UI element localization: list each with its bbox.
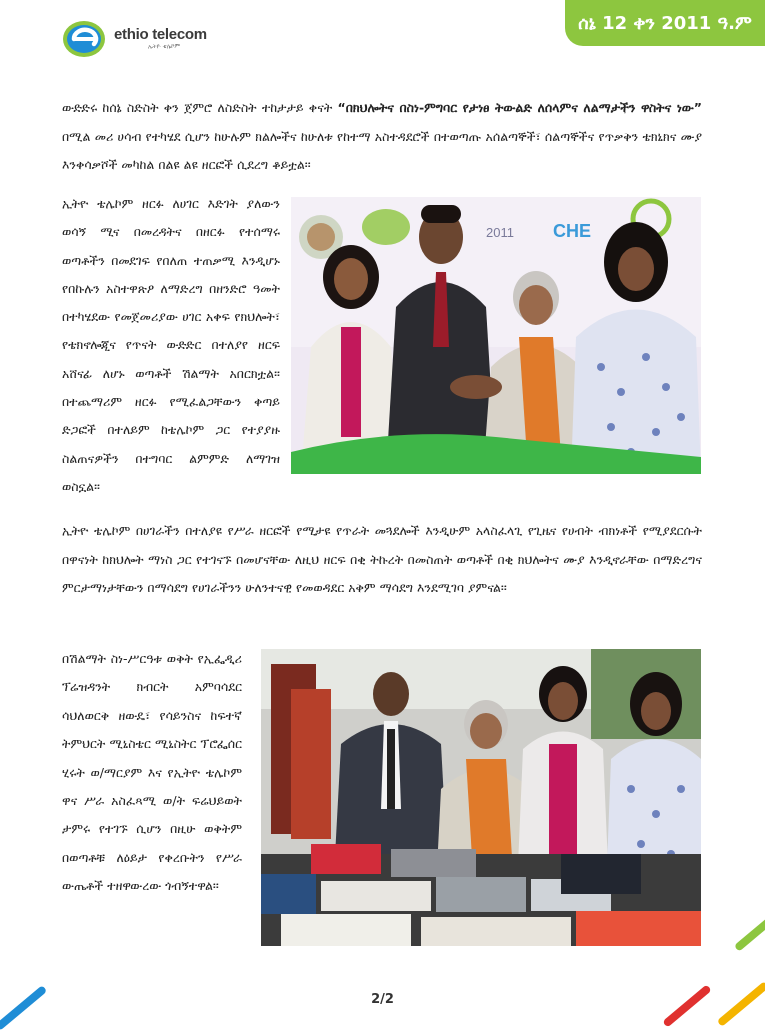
intro-continuation: በሚል መሪ ሀሳብ የተካሄደ ሲሆን ከሁሉም ክልሎችና ከሁለቱ የከተማ አስተዳደሮች በተወጣጡ አሰልጣኞች፣ ሰልጣኞችና የጥቃቅን ቴክኒክና ሙያ እንቀሳቃሾች መካከል በልዩ ልዩ ዘርፎች ሲደረግ ቆይቷል፡፡: [62, 128, 702, 172]
ethio-telecom-logo-icon: [62, 17, 112, 59]
intro-text: ውድድሩ ከሰኔ ስድስት ቀን ጀምሮ ለስድስት ተከታታይ ቀናት: [62, 100, 338, 115]
exhibition-visit-photo: [261, 649, 701, 946]
decorative-stripe-green: [734, 916, 765, 952]
logo-subtitle: ኢትዮ ቴሌኮም: [148, 42, 180, 50]
banner-logo-text: CHE: [553, 221, 592, 241]
visit-paragraph: በሽልማት ስነ-ሥርዓቱ ወቅት የኢፌዲሪ ፕሬዝዳንት ክብርት አምባሳደር ሳህለወርቅ ዘውዴ፣ የሳይንስና ከፍተኛ ትምህርት ሚኒስቴር ሚኒስትር ፕሮፌሰር ሂሩት ወ/ማርያም እና የኢትዮ ቴሌኮም ዋና ሥራ አስፈጻሚ ወ/ት ፍሬህይወት ታምሩ የተገኙ ሲሆን በዚሁ ወቅትም በወጣቶቹ ለዕይታ የቀረቡትን የሥራ ውጤቶች ተዘዋውረው ጎብኝተዋል፡፡: [62, 651, 242, 894]
intro-paragraph: [62, 94, 702, 180]
logo-wordmark: ethio telecom: [114, 25, 207, 43]
date-text: ሰኔ 12 ቀን 2011 ዓ.ም: [578, 12, 752, 34]
motto-quote: “በክህሎትና በስነ-ምግባር የታነፀ ትውልድ ለሰላምና ለልማታችን ዋስትና ነው”: [337, 100, 703, 115]
company-logo: [62, 16, 232, 60]
award-paragraph: ኢትዮ ቴሌኮም ዘርፉ ለሀገር እድገት ያለውን ወሳኝ ሚና በመረዳትና በዘርፉ የተሰማሩ ወጣቶችን በመደገፍ የበለጠ ተጠቃሚ እንዲሆኑ የበኩሉን አስተዋጽዖ ለማድረግ በዘንድሮ ዓመት በተካሄደው የመጀመሪያው ሀገር አቀፍ የክህሎት፣ የቴክኖሎጂና የጥናት ውድድር በተለያየ ዘርፍ አሸናፊ ለሆኑ ወጣቶች ሽልማት አበርክቷል፡፡ በተጨማሪም ዘርፉ የሚፈልጋቸውን ቀጣይ ድጋፎች በተለይም ከቴሌኮም ጋር የተያያዙ ስልጠናዎችን በተግባር ልምምድ ለማገዝ ወስኗል፡፡: [62, 196, 280, 494]
date-badge: [565, 0, 765, 46]
page-number: 2/2: [371, 992, 394, 1007]
belief-paragraph: ኢትዮ ቴሌኮም በሀገራችን በተለያዩ የሥራ ዘርፎች የሚታዩ የጥራት መጓደሎች እንዲሁም አላስፈላጊ የጊዜና የሀብት ብክነቶች የሚያደርሱት በዋናነት ከክህሎት ማነስ ጋር የተገናኙ በመሆናቸው ለዚህ ዘርፍ በቂ ትኩረት በመስጠት ወጣቶች በቂ ክህሎትና ሙያ እንዲኖራቸው በማድረግና ምርታማነታቸውን በማሳደግ የሀገራችንን ሁለንተናዊ የመወዳደር አቅም ማሳደግ እንደሚገባ ያምናል፡፡: [62, 523, 702, 595]
ceremony-photo: [291, 197, 701, 474]
banner-year: 2011: [486, 225, 514, 240]
